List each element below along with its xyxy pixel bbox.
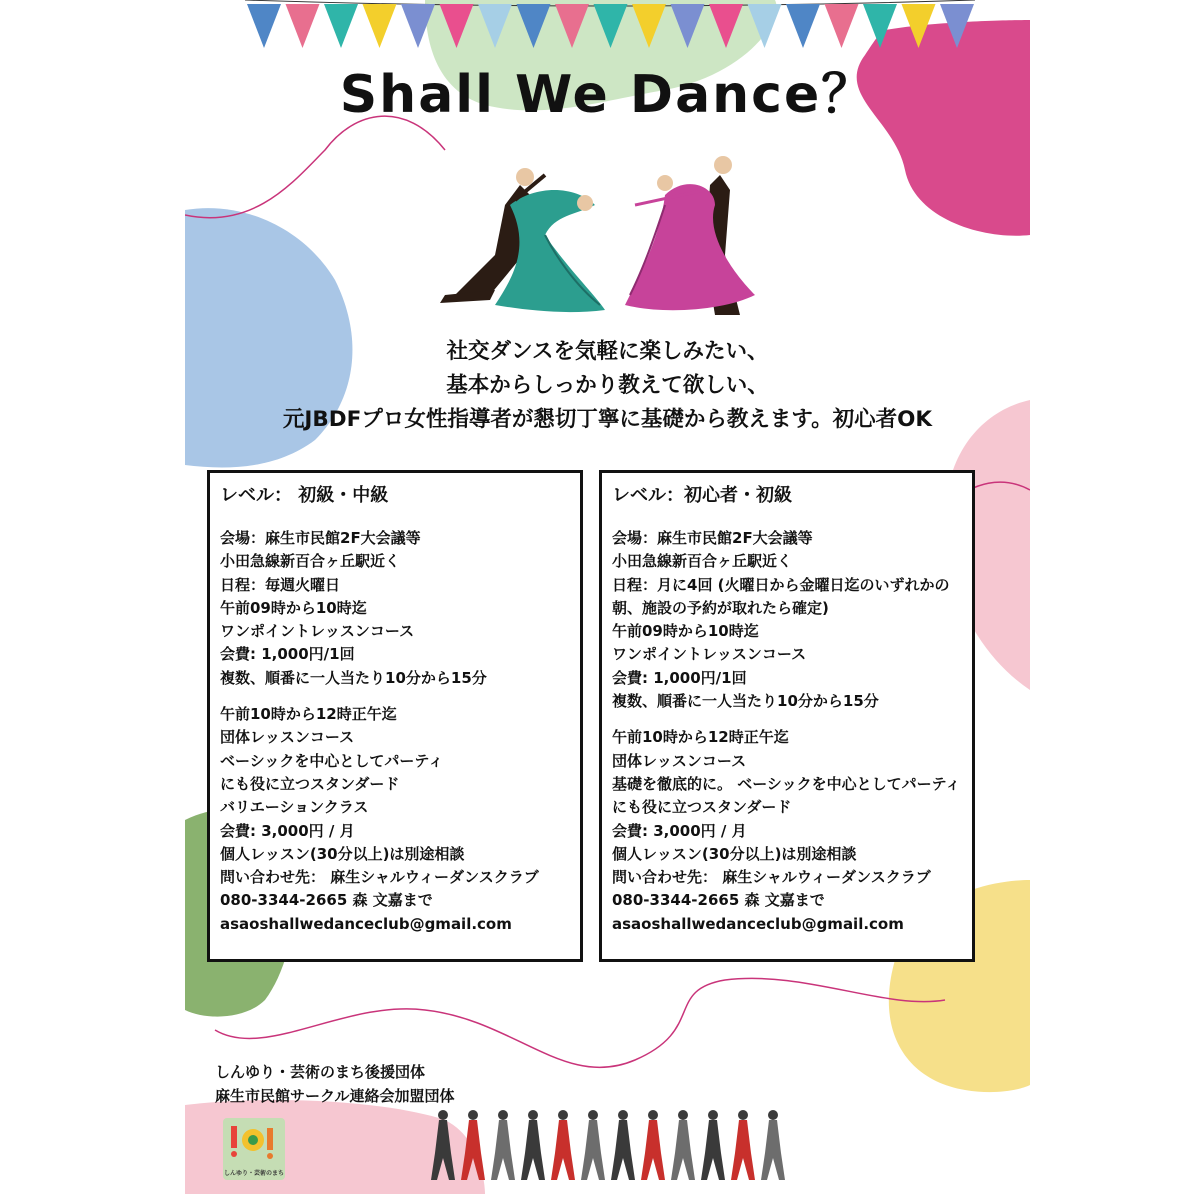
info-line: バリエーションクラス	[220, 798, 369, 817]
dancer-silhouette	[761, 1120, 785, 1180]
info-line: にも役に立つスタンダード	[612, 798, 792, 817]
pennant-flag	[863, 4, 897, 48]
affiliation-line-2: 麻生市民館サークル連絡会加盟団体	[215, 1087, 455, 1105]
info-line: 小田急線新百合ヶ丘駅近く	[612, 552, 793, 571]
schedule-block	[220, 527, 570, 690]
dancer-silhouette	[521, 1120, 545, 1180]
info-line: 会費: 1,000円/1回	[612, 668, 747, 687]
pennant-banner	[185, 0, 1030, 60]
dancer-head	[618, 1110, 628, 1120]
info-line: 日程：毎週火曜日	[220, 575, 341, 594]
class-info-box-beginner	[599, 470, 975, 962]
info-line: 会費: 3,000円 / 月	[220, 821, 355, 840]
dancer-silhouette	[461, 1120, 485, 1180]
decorative-line-top	[185, 116, 445, 218]
right-couple	[625, 156, 755, 315]
info-line: 団体レッスンコース	[612, 751, 747, 770]
info-line: 個人レッスン(30分以上)は別途相談	[612, 844, 857, 863]
pennant-flag	[594, 4, 628, 48]
schedule-block	[612, 527, 962, 713]
dancer-head	[708, 1110, 718, 1120]
pennant-flag	[478, 4, 512, 48]
pennant-flag	[324, 4, 358, 48]
class-info-box-intermediate	[207, 470, 583, 962]
intro-line-2: 基本からしっかり教えて欲しい、	[446, 373, 769, 398]
dancer-head	[528, 1110, 538, 1120]
info-line: ベーシックを中心としてパーティ	[220, 751, 444, 770]
dancer-silhouette	[491, 1120, 515, 1180]
pennant-flag	[401, 4, 435, 48]
info-line: 会場：麻生市民館2F大会議等	[612, 529, 813, 547]
info-line: 小田急線新百合ヶ丘駅近く	[220, 552, 401, 571]
info-line: 団体レッスンコース	[220, 728, 355, 747]
contact-line: 問い合わせ先： 麻生シャルウィーダンスクラブ	[220, 868, 539, 887]
contact-line: 問い合わせ先： 麻生シャルウィーダンスクラブ	[612, 868, 931, 887]
affiliation-line-1: しんゆり・芸術のまち後援団体	[215, 1063, 426, 1081]
left-couple	[440, 168, 605, 312]
pennant-flag	[940, 4, 974, 48]
intro-line-3: 元JBDFプロ女性指導者が懇切丁寧に基礎から教えます。初心者OK	[282, 407, 933, 432]
dancer-silhouette	[581, 1120, 605, 1180]
info-line: 朝、施設の予約が取れたら確定)	[612, 598, 829, 617]
email-line: asaoshallwedanceclub@gmail.com	[612, 914, 904, 933]
dancer-silhouette	[641, 1120, 665, 1180]
dancing-silhouettes-illustration	[421, 1108, 791, 1183]
pennant-flag	[709, 4, 743, 48]
dancer-silhouette	[551, 1120, 575, 1180]
decorative-line-bottom	[215, 978, 945, 1067]
dancer-head	[588, 1110, 598, 1120]
info-line: 午前10時から12時正午迄	[612, 728, 789, 747]
info-line: 個人レッスン(30分以上)は別途相談	[220, 844, 465, 863]
pennant-flag	[632, 4, 666, 48]
dancer-silhouette	[431, 1120, 455, 1180]
group-lesson-block	[612, 726, 962, 936]
dancer-silhouette	[701, 1120, 725, 1180]
info-line: 日程：月に4回 (火曜日から金曜日迄のいずれかの	[612, 575, 950, 594]
pennant-flag	[555, 4, 589, 48]
intro-text	[185, 335, 1030, 437]
info-line: 午前09時から10時迄	[220, 598, 367, 617]
poster	[185, 0, 1030, 1194]
pennant-flag	[825, 4, 859, 48]
pennant-flag	[247, 4, 281, 48]
dancer-head	[678, 1110, 688, 1120]
dancer-silhouette	[671, 1120, 695, 1180]
group-lesson-block	[220, 703, 570, 936]
pennant-flag	[440, 4, 474, 48]
dancer-head	[738, 1110, 748, 1120]
info-line: 複数、順番に一人当たり10分から15分	[220, 668, 487, 687]
pennant-flag	[286, 4, 320, 48]
pennant-flag	[786, 4, 820, 48]
info-line: 会場：麻生市民館2F大会議等	[220, 529, 421, 547]
dancer-silhouette	[611, 1120, 635, 1180]
dancer-head	[438, 1110, 448, 1120]
info-line: 午前09時から10時迄	[612, 622, 759, 641]
pennant-flag	[748, 4, 782, 48]
info-line: にも役に立つスタンダード	[220, 774, 400, 793]
pennant-flag	[363, 4, 397, 48]
dancer-head	[498, 1110, 508, 1120]
info-line: 基礎を徹底的に。 ベーシックを中心としてパーティ	[612, 774, 961, 793]
info-line: ワンポイントレッスンコース	[612, 645, 807, 664]
level-heading: レベル：初心者・初級	[612, 485, 792, 506]
pennant-flag	[902, 4, 936, 48]
info-line: 複数、順番に一人当たり10分から15分	[612, 692, 879, 711]
dancer-head	[768, 1110, 778, 1120]
info-line: 会費: 3,000円 / 月	[612, 821, 747, 840]
dancer-head	[648, 1110, 658, 1120]
info-line: ワンポイントレッスンコース	[220, 622, 415, 641]
phone-line: 080-3344-2665 森 文嘉まで	[220, 891, 433, 910]
info-line: 会費: 1,000円/1回	[220, 645, 355, 664]
logo-mark-icon	[223, 1118, 285, 1166]
dancer-head	[468, 1110, 478, 1120]
intro-line-1: 社交ダンスを気軽に楽しみたい、	[446, 339, 769, 364]
poster-title: Shall We Dance？	[339, 65, 876, 125]
phone-line: 080-3344-2665 森 文嘉まで	[612, 891, 825, 910]
email-line: asaoshallwedanceclub@gmail.com	[220, 914, 512, 933]
shinyuri-art-town-logo	[223, 1118, 285, 1180]
dancer-silhouette	[731, 1120, 755, 1180]
info-line: 午前10時から12時正午迄	[220, 705, 397, 724]
level-heading: レベル： 初級・中級	[220, 485, 389, 506]
ballroom-dancers-illustration	[435, 145, 780, 330]
pennant-flag	[517, 4, 551, 48]
pennant-flag	[671, 4, 705, 48]
logo-caption: しんゆり・芸術のまち	[223, 1170, 284, 1177]
footer-affiliations	[215, 1060, 455, 1108]
dancer-head	[558, 1110, 568, 1120]
